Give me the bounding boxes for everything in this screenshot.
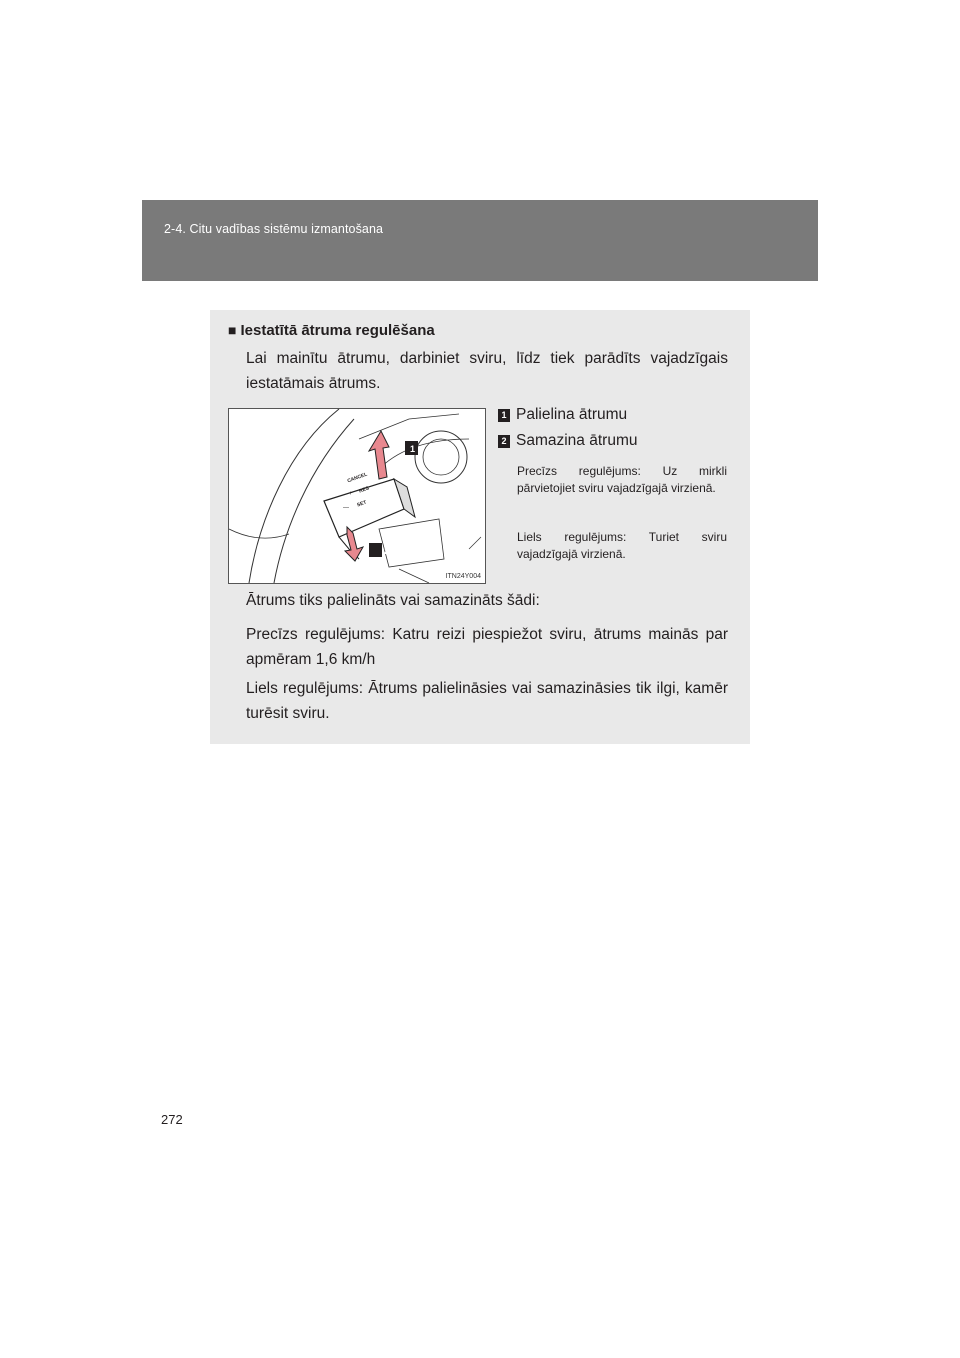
lever-label-res: RES xyxy=(358,485,370,495)
intro-paragraph: Lai mainītu ātrumu, darbiniet sviru, līdz tiek parādīts vajadzīgais iestatāmais ātrums. xyxy=(246,350,728,392)
note-fine-adjust: Precīzs regulējums: Uz mirkli pārvietojiet sviru vajadzīgajā virzienā. xyxy=(517,464,727,495)
lever-label-set: SET xyxy=(356,499,368,509)
callout-1-label: 1 xyxy=(409,444,415,454)
box-heading xyxy=(228,322,435,339)
figure-code: ITN24Y004 xyxy=(445,573,481,580)
info-box xyxy=(210,310,750,744)
paragraph-fine-adjust: Precīzs regulējums: Katru reizi piespiežot sviru, ātrums mainās par apmēram 1,6 km/h xyxy=(246,626,728,668)
lever-label-plus: + xyxy=(349,491,353,497)
paragraph-coarse-adjust: Liels regulējums: Ātrums palielināsies vai samazināsies tik ilgi, kamēr turēsit sviru. xyxy=(246,680,728,722)
section-title-header: 2-4. Citu vadības sistēmu izmantošana xyxy=(164,222,384,236)
lever-label-minus: — xyxy=(343,505,349,511)
section-header-bar xyxy=(142,200,818,281)
legend-text-2: Samazina ātrumu xyxy=(516,432,638,449)
lever-label-cancel: CANCEL xyxy=(346,471,369,485)
number-2-icon: 2 xyxy=(498,435,510,448)
lever-drawing xyxy=(229,409,485,583)
legend-item-1 xyxy=(498,406,627,424)
legend-item-2 xyxy=(498,432,637,450)
number-1-icon: 1 xyxy=(498,409,510,422)
page-number: 272 xyxy=(161,1112,183,1127)
lever-illustration xyxy=(228,408,486,584)
paragraph-adjust-intro: Ātrums tiks palielināts vai samazināts šādi: xyxy=(246,592,540,609)
callout-2-label: 2 xyxy=(383,546,389,556)
square-bullet-icon: ■ xyxy=(228,322,237,338)
legend-text-1: Palielina ātrumu xyxy=(516,406,628,423)
note-coarse-adjust: Liels regulējums: Turiet sviru vajadzīgajā virzienā. xyxy=(517,530,727,561)
box-title: Iestatītā ātruma regulēšana xyxy=(240,322,435,339)
